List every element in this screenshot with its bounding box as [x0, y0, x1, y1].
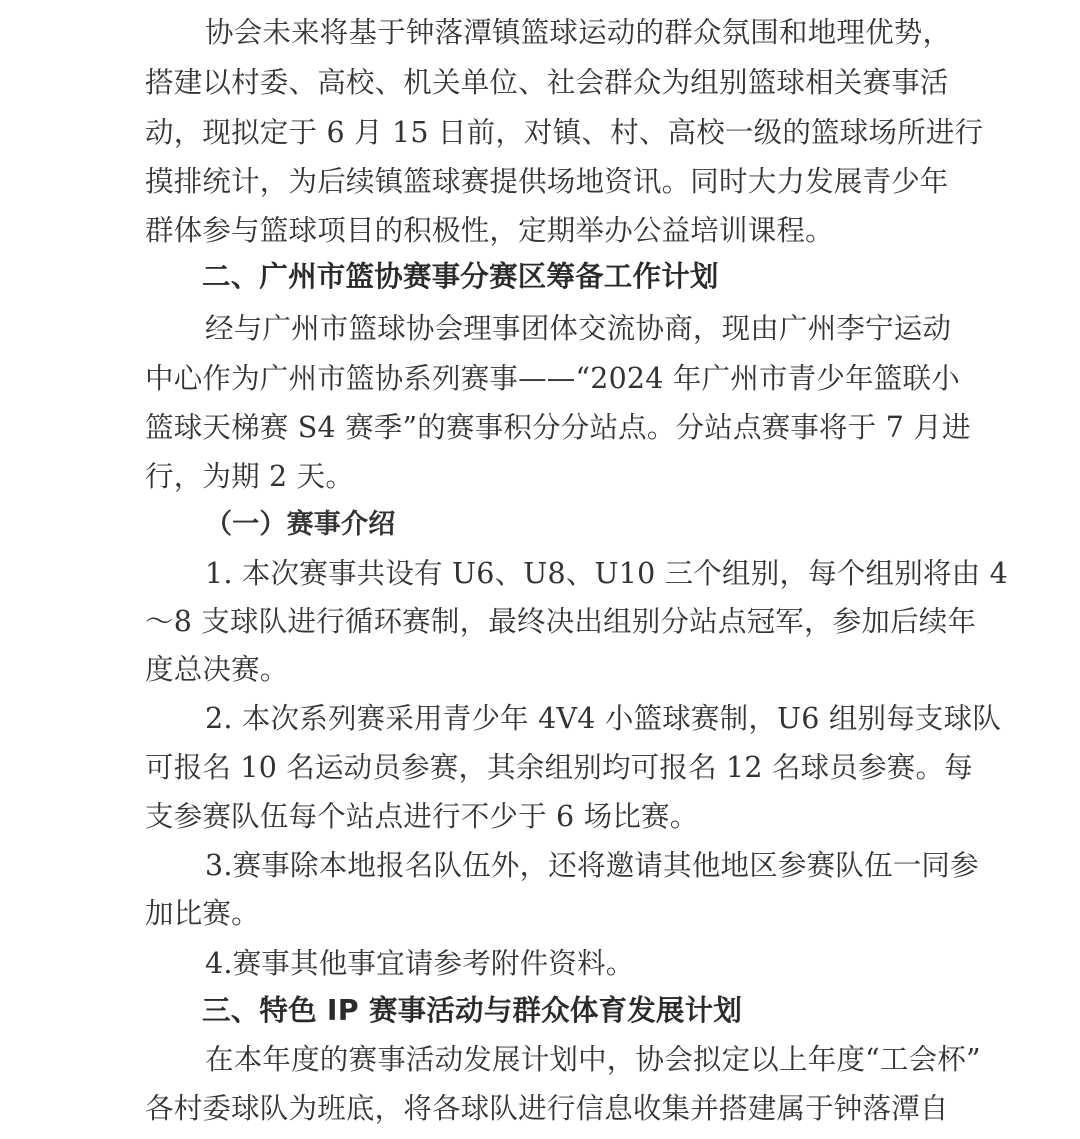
item-3-line-1: 3.赛事除本地报名队伍外，还将邀请其他地区参赛队伍一同参 — [205, 849, 979, 882]
item-2-line-3: 支参赛队伍每个站点进行不少于 6 场比赛。 — [145, 800, 699, 833]
item-2-line-1: 2. 本次系列赛采用青少年 4V4 小篮球赛制，U6 组别每支球队 — [205, 702, 1002, 735]
section-2-paragraph-line-1: 经与广州市篮球协会理事团体交流协商，现由广州李宁运动 — [205, 312, 952, 345]
item-4-line-1: 4.赛事其他事宜请参考附件资料。 — [205, 947, 635, 980]
section-2-heading: 二、广州市篮协赛事分赛区筹备工作计划 — [202, 260, 719, 293]
item-2-line-2: 可报名 10 名运动员参赛，其余组别均可报名 12 名球员参赛。每 — [145, 751, 973, 784]
section-2-paragraph-line-3: 篮球天梯赛 S4 赛季”的赛事积分分站点。分站点赛事将于 7 月进 — [145, 411, 971, 444]
section-2-paragraph-line-2: 中心作为广州市篮协系列赛事——“2024 年广州市青少年篮联小 — [145, 362, 960, 395]
section-3-heading: 三、特色 IP 赛事活动与群众体育发展计划 — [202, 994, 743, 1027]
item-1-line-2: ～8 支球队进行循环赛制，最终决出组别分站点冠军，参加后续年 — [145, 605, 977, 638]
paragraph-1-line-5: 群体参与篮球项目的积极性，定期举办公益培训课程。 — [145, 214, 834, 247]
subsection-heading: （一）赛事介绍 — [205, 509, 396, 540]
item-3-line-2: 加比赛。 — [145, 897, 260, 930]
paragraph-1-line-4: 摸排统计，为后续镇篮球赛提供场地资讯。同时大力发展青少年 — [145, 165, 949, 198]
item-1-line-3: 度总决赛。 — [145, 653, 289, 686]
section-2-paragraph-line-4: 行，为期 2 天。 — [145, 460, 355, 493]
paragraph-1-line-2: 搭建以村委、高校、机关单位、社会群众为组别篮球相关赛事活 — [145, 66, 949, 99]
section-3-paragraph-line-2: 各村委球队为班底，将各球队进行信息收集并搭建属于钟落潭自 — [145, 1092, 949, 1125]
section-3-paragraph-line-1: 在本年度的赛事活动发展计划中，协会拟定以上年度“工会杯” — [205, 1043, 981, 1076]
paragraph-1-line-3: 动，现拟定于 6 月 15 日前，对镇、村、高校一级的篮球场所进行 — [145, 116, 984, 149]
item-1-line-1: 1. 本次赛事共设有 U6、U8、U10 三个组别，每个组别将由 4 — [205, 557, 1008, 590]
paragraph-1-line-1: 协会未来将基于钟落潭镇篮球运动的群众氛围和地理优势， — [205, 16, 952, 49]
